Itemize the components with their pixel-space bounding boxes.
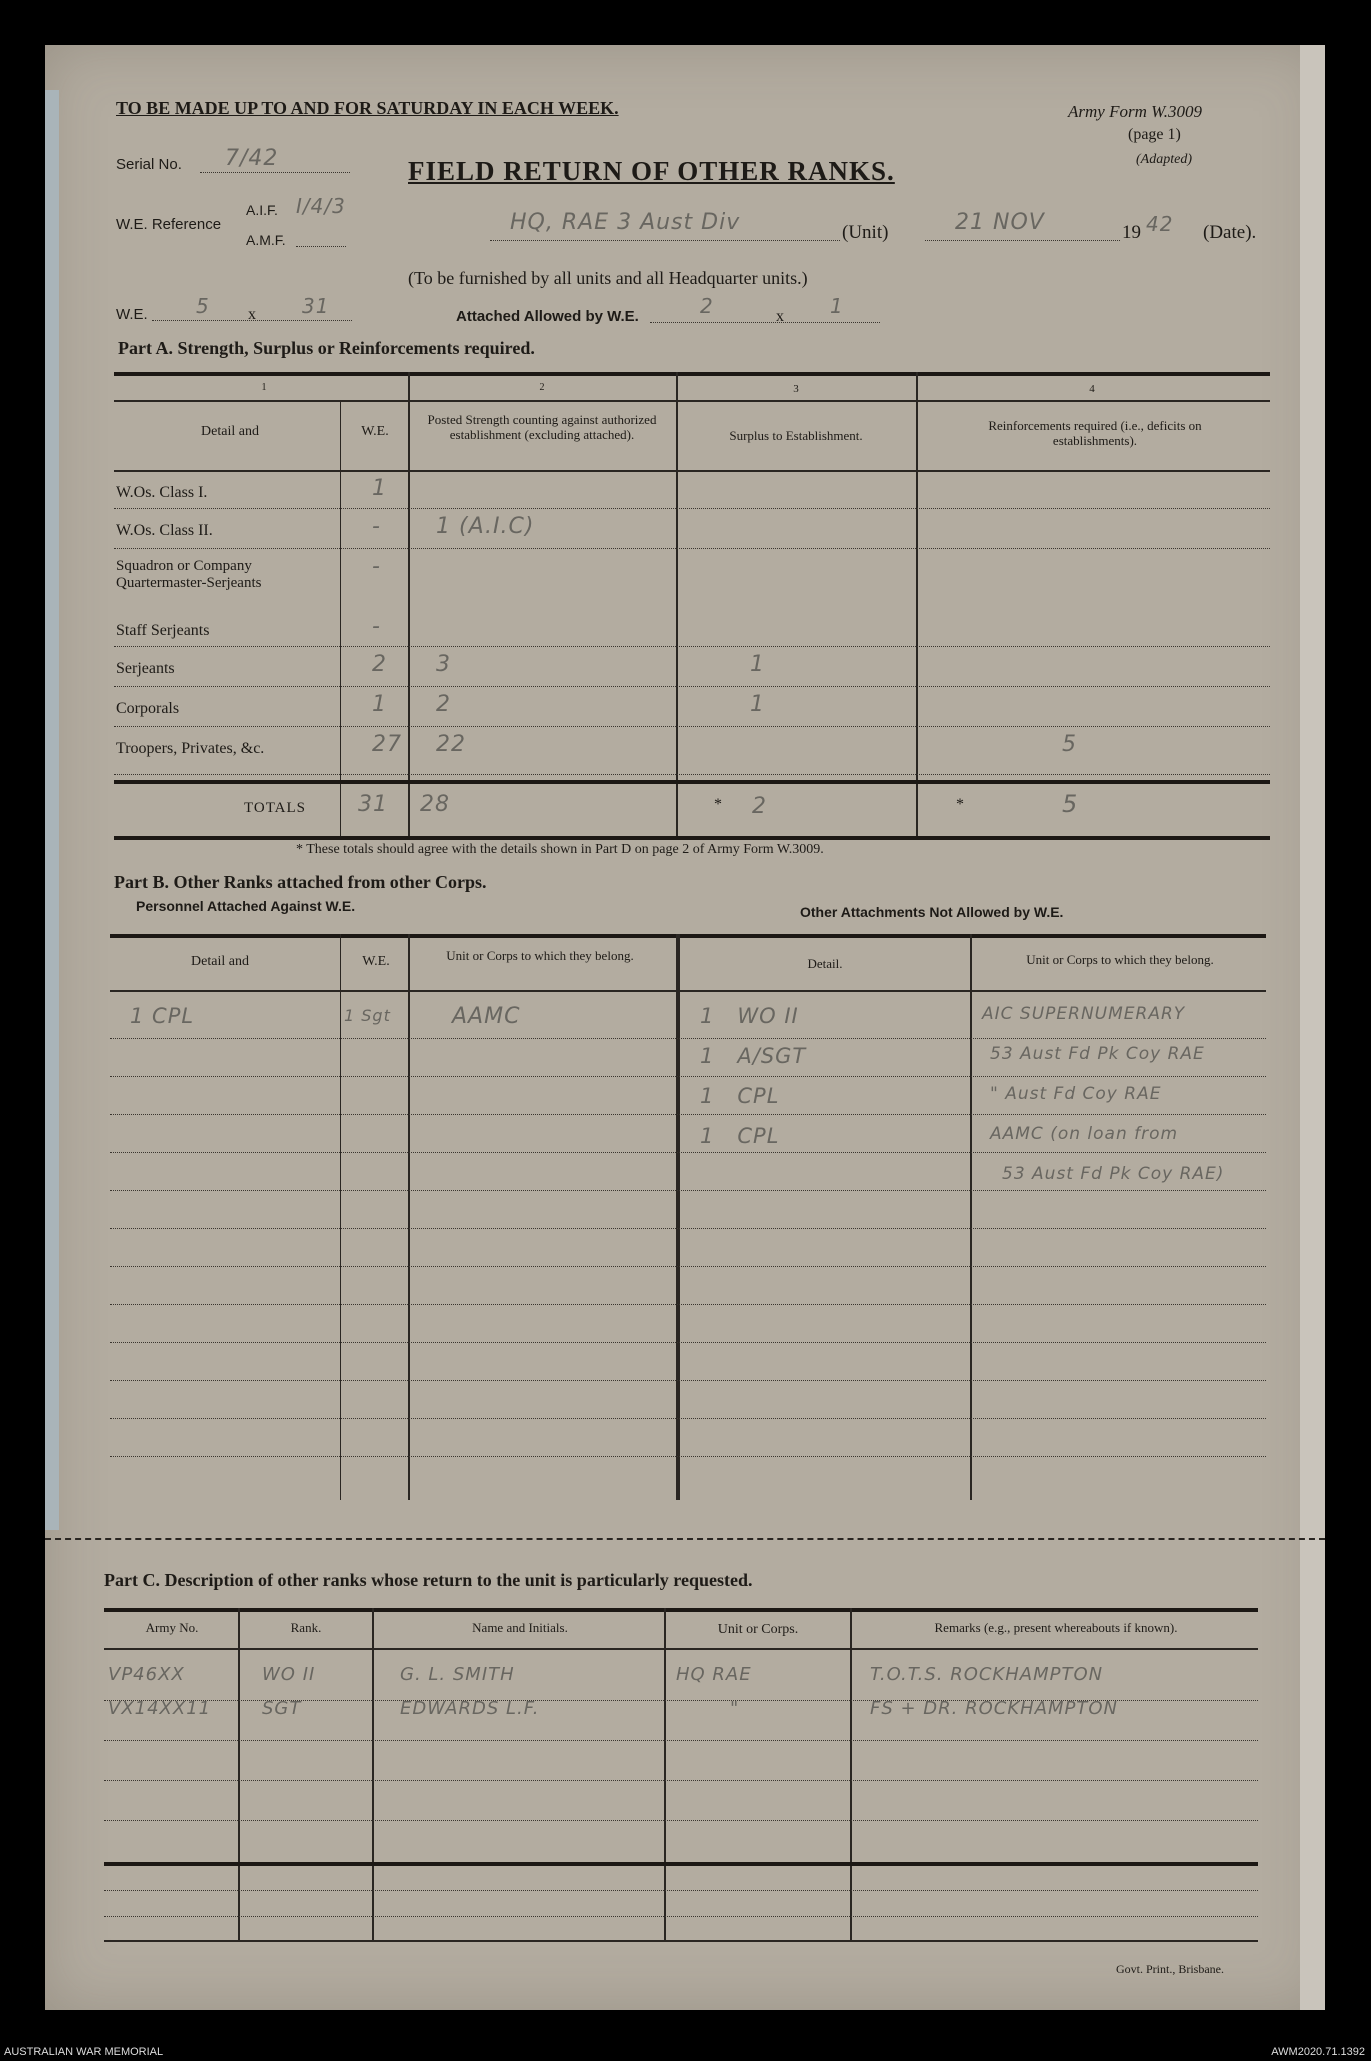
- date-label: (Date).: [1203, 222, 1257, 243]
- part-b-vline-1: [408, 934, 410, 1500]
- part-c-army-no: VP46XX: [108, 1664, 185, 1685]
- part-b-rule: [110, 1152, 1266, 1153]
- part-b-sub-right: Other Attachments Not Allowed by W.E.: [800, 904, 1064, 920]
- totals-surplus: 2: [752, 794, 767, 819]
- part-b-head-rule: [110, 990, 1266, 992]
- part-a-row-label: Squadron or Company Quartermaster-Serjeants: [116, 558, 262, 591]
- form-page: (page 1): [1128, 126, 1181, 143]
- amf-label: A.M.F.: [246, 232, 286, 248]
- part-b-right-detail: 1 A/SGT: [700, 1044, 807, 1068]
- col-number-1: 1: [261, 382, 267, 393]
- part-b-vline-2: [676, 934, 680, 1500]
- unit-label: (Unit): [842, 222, 889, 243]
- form-number: Army Form W.3009: [1068, 102, 1202, 121]
- part-b-vline-3: [970, 934, 972, 1500]
- part-a-row-label: Staff Serjeants: [116, 622, 210, 639]
- part-b-header-detail: Detail and: [191, 954, 249, 969]
- we-label: W.E.: [116, 306, 148, 323]
- part-c-lower-rule: [104, 1862, 1258, 1866]
- tear-line: [45, 1538, 1325, 1540]
- part-a-row-posted: 1 (A.I.C): [436, 514, 535, 539]
- part-a-row-surplus: 1: [750, 692, 765, 717]
- part-b-title: Part B. Other Ranks attached from other Corps.: [114, 872, 487, 892]
- year-prefix: 19: [1122, 222, 1141, 243]
- printer-credit: Govt. Print., Brisbane.: [1116, 1962, 1224, 1976]
- col-number-2: 2: [539, 382, 545, 393]
- we-a: 5: [196, 294, 210, 318]
- part-b-rule: [110, 1190, 1266, 1191]
- part-b-rule: [110, 1456, 1266, 1457]
- year-value: 42: [1146, 212, 1174, 236]
- date-value: 21 NOV: [955, 210, 1045, 235]
- part-c-header-name: Name and Initials.: [472, 1620, 568, 1635]
- part-c-top-rule: [104, 1608, 1258, 1612]
- totals-reinf: 5: [1062, 790, 1079, 818]
- attached-label: Attached Allowed by W.E.: [456, 308, 639, 325]
- part-a-row-rule: [114, 686, 1270, 687]
- part-a-title: Part A. Strength, Surplus or Reinforcements required.: [118, 338, 535, 358]
- part-a-row-reinf: 5: [1062, 732, 1077, 757]
- part-b-rule: [110, 1114, 1266, 1115]
- part-b-sub-left: Personnel Attached Against W.E.: [136, 898, 356, 914]
- col-header-surplus: Surplus to Establishment.: [729, 428, 863, 443]
- part-c-unit: HQ RAE: [676, 1664, 752, 1685]
- part-c-remarks: T.O.T.S. ROCKHAMPTON: [870, 1664, 1104, 1685]
- col-header-posted: Posted Strength counting against authorized establishment (excluding attached).: [427, 412, 657, 442]
- part-a-row-rule: [114, 726, 1270, 727]
- part-c-header-remarks: Remarks (e.g., present whereabouts if known).: [934, 1620, 1178, 1635]
- part-a-row-we: 1: [372, 476, 387, 501]
- serial-line: [200, 172, 350, 173]
- part-b-rule: [110, 1304, 1266, 1305]
- part-a-row-we: 1: [372, 692, 387, 717]
- part-c-vline-4: [850, 1608, 852, 1942]
- part-c-name: EDWARDS L.F.: [400, 1698, 540, 1719]
- totals-posted: 28: [420, 792, 450, 817]
- part-c-unit: ": [730, 1698, 740, 1719]
- date-line: [925, 240, 1120, 241]
- paper-edge: [45, 90, 59, 1530]
- unit-line: [490, 240, 840, 241]
- part-a-row-we: 2: [372, 652, 387, 677]
- unit-value: HQ, RAE 3 Aust Div: [510, 210, 741, 235]
- part-a-row-we: 27: [372, 732, 402, 757]
- part-a-vline-we: [340, 400, 341, 837]
- part-b-rule: [110, 1228, 1266, 1229]
- aif-label: A.I.F.: [246, 202, 278, 218]
- part-c-rule: [104, 1890, 1258, 1891]
- we-b: 31: [302, 294, 330, 318]
- part-a-footnote: * These totals should agree with the details shown in Part D on page 2 of Army Form W.3009.: [296, 842, 824, 857]
- attached-line: [650, 322, 880, 323]
- part-b-right-detail: 1 CPL: [700, 1124, 780, 1148]
- part-b-rule: [110, 1380, 1266, 1381]
- part-b-top-rule: [110, 934, 1266, 938]
- part-b-right-unit: 53 Aust Fd Pk Coy RAE: [990, 1044, 1205, 1064]
- part-a-row-rule: [114, 548, 1270, 549]
- part-b-right-detail: 1 WO II: [700, 1004, 799, 1028]
- part-a-row-label: W.Os. Class I.: [116, 484, 208, 501]
- part-a-vline-3: [916, 372, 918, 837]
- part-b-right-unit: AAMC (on loan from: [990, 1124, 1179, 1144]
- part-b-rule: [110, 1038, 1266, 1039]
- part-a-row-posted: 2: [436, 692, 451, 717]
- part-b-left-detail: 1 CPL: [130, 1004, 195, 1028]
- part-b-vline-we: [340, 934, 341, 1500]
- part-c-rule: [104, 1740, 1258, 1741]
- aif-value: I/4/3: [296, 194, 346, 218]
- part-c-rank: SGT: [262, 1698, 302, 1719]
- part-a-row-rule: [114, 774, 1270, 775]
- part-a-vline-2: [676, 372, 678, 837]
- part-b-right-detail: 1 CPL: [700, 1084, 780, 1108]
- part-c-vline-1: [238, 1608, 240, 1942]
- serial-value: 7/42: [225, 146, 279, 171]
- amf-line: [296, 246, 346, 247]
- part-a-row-we: -: [372, 614, 381, 639]
- att-x: x: [776, 308, 784, 325]
- paper-strip: [1300, 45, 1325, 2010]
- part-c-title: Part C. Description of other ranks whose return to the unit is particularly requested.: [104, 1570, 753, 1590]
- part-c-vline-3: [664, 1608, 666, 1942]
- part-b-left-we: 1 Sgt: [344, 1006, 391, 1025]
- part-c-rank: WO II: [262, 1664, 316, 1685]
- part-a-row-surplus: 1: [750, 652, 765, 677]
- part-c-army-no: VX14XX11: [108, 1698, 212, 1719]
- part-b-header-unit-left: Unit or Corps to which they belong.: [446, 948, 634, 963]
- part-a-vline-1: [408, 372, 410, 837]
- col-number-3: 3: [793, 383, 799, 395]
- part-a-row-posted: 3: [436, 652, 451, 677]
- part-a-top-rule: [114, 372, 1270, 376]
- col-header-we: W.E.: [361, 424, 389, 439]
- part-c-header-unit: Unit or Corps.: [717, 1622, 799, 1637]
- part-c-rule: [104, 1916, 1258, 1917]
- form-adapted: (Adapted): [1136, 152, 1192, 167]
- part-b-header-detail-right: Detail.: [807, 956, 843, 971]
- part-a-row-we: -: [372, 514, 381, 539]
- part-b-right-unit: 53 Aust Fd Pk Coy RAE): [1002, 1164, 1225, 1184]
- part-b-rule: [110, 1342, 1266, 1343]
- part-c-header-army-no: Army No.: [145, 1620, 199, 1635]
- part-c-bottom-rule: [104, 1940, 1258, 1942]
- att-a: 2: [700, 294, 714, 318]
- part-b-rule: [110, 1266, 1266, 1267]
- totals-reinf-star: *: [956, 796, 964, 813]
- part-b-left-unit: AAMC: [452, 1004, 521, 1029]
- part-a-row-rule: [114, 508, 1270, 509]
- part-b-right-unit: AIC SUPERNUMERARY: [982, 1004, 1186, 1024]
- part-b-header-we: W.E.: [362, 954, 390, 969]
- part-a-head-rule: [114, 470, 1270, 472]
- part-b-rule: [110, 1418, 1266, 1419]
- part-c-vline-2: [372, 1608, 374, 1942]
- part-a-num-rule: [114, 400, 1270, 402]
- part-a-row-label: W.Os. Class II.: [116, 522, 213, 539]
- part-a-row-label: Troopers, Privates, &c.: [116, 740, 265, 757]
- instruction-heading: TO BE MADE UP TO AND FOR SATURDAY IN EACH WEEK.: [116, 98, 619, 118]
- col-number-4: 4: [1089, 383, 1095, 395]
- part-b-right-unit: " Aust Fd Coy RAE: [990, 1084, 1162, 1104]
- totals-top-rule: [114, 780, 1270, 784]
- form-title: FIELD RETURN OF OTHER RANKS.: [408, 156, 895, 186]
- totals-bottom-rule: [114, 836, 1270, 840]
- part-a-row-label: Corporals: [116, 700, 180, 717]
- furnished-note: (To be furnished by all units and all Headquarter units.): [408, 268, 808, 288]
- totals-we: 31: [358, 792, 388, 817]
- part-c-rule: [104, 1820, 1258, 1821]
- att-b: 1: [830, 294, 844, 318]
- part-c-rule: [104, 1780, 1258, 1781]
- part-a-row-posted: 22: [436, 732, 466, 757]
- we-x: x: [248, 306, 256, 323]
- col-header-reinf: Reinforcements required (i.e., deficits on establishments).: [988, 418, 1202, 448]
- part-b-rule: [110, 1076, 1266, 1077]
- part-c-name: G. L. SMITH: [400, 1664, 515, 1685]
- part-a-row-label: Serjeants: [116, 660, 175, 677]
- we-reference-label: W.E. Reference: [116, 216, 222, 233]
- totals-surplus-star: *: [714, 796, 722, 813]
- part-c-head-rule: [104, 1648, 1258, 1650]
- col-header-detail: Detail and: [201, 424, 259, 439]
- part-a-row-we: -: [372, 554, 381, 579]
- totals-label: TOTALS: [244, 800, 307, 816]
- part-a-row-rule: [114, 646, 1270, 647]
- part-c-header-rank: Rank.: [290, 1620, 322, 1635]
- footer-right: AWM2020.71.1392: [1271, 2046, 1365, 2058]
- footer-left: AUSTRALIAN WAR MEMORIAL: [4, 2046, 164, 2058]
- part-b-header-unit-right: Unit or Corps to which they belong.: [1026, 952, 1214, 967]
- part-c-remarks: FS + DR. ROCKHAMPTON: [870, 1698, 1119, 1719]
- serial-label: Serial No.: [116, 156, 182, 173]
